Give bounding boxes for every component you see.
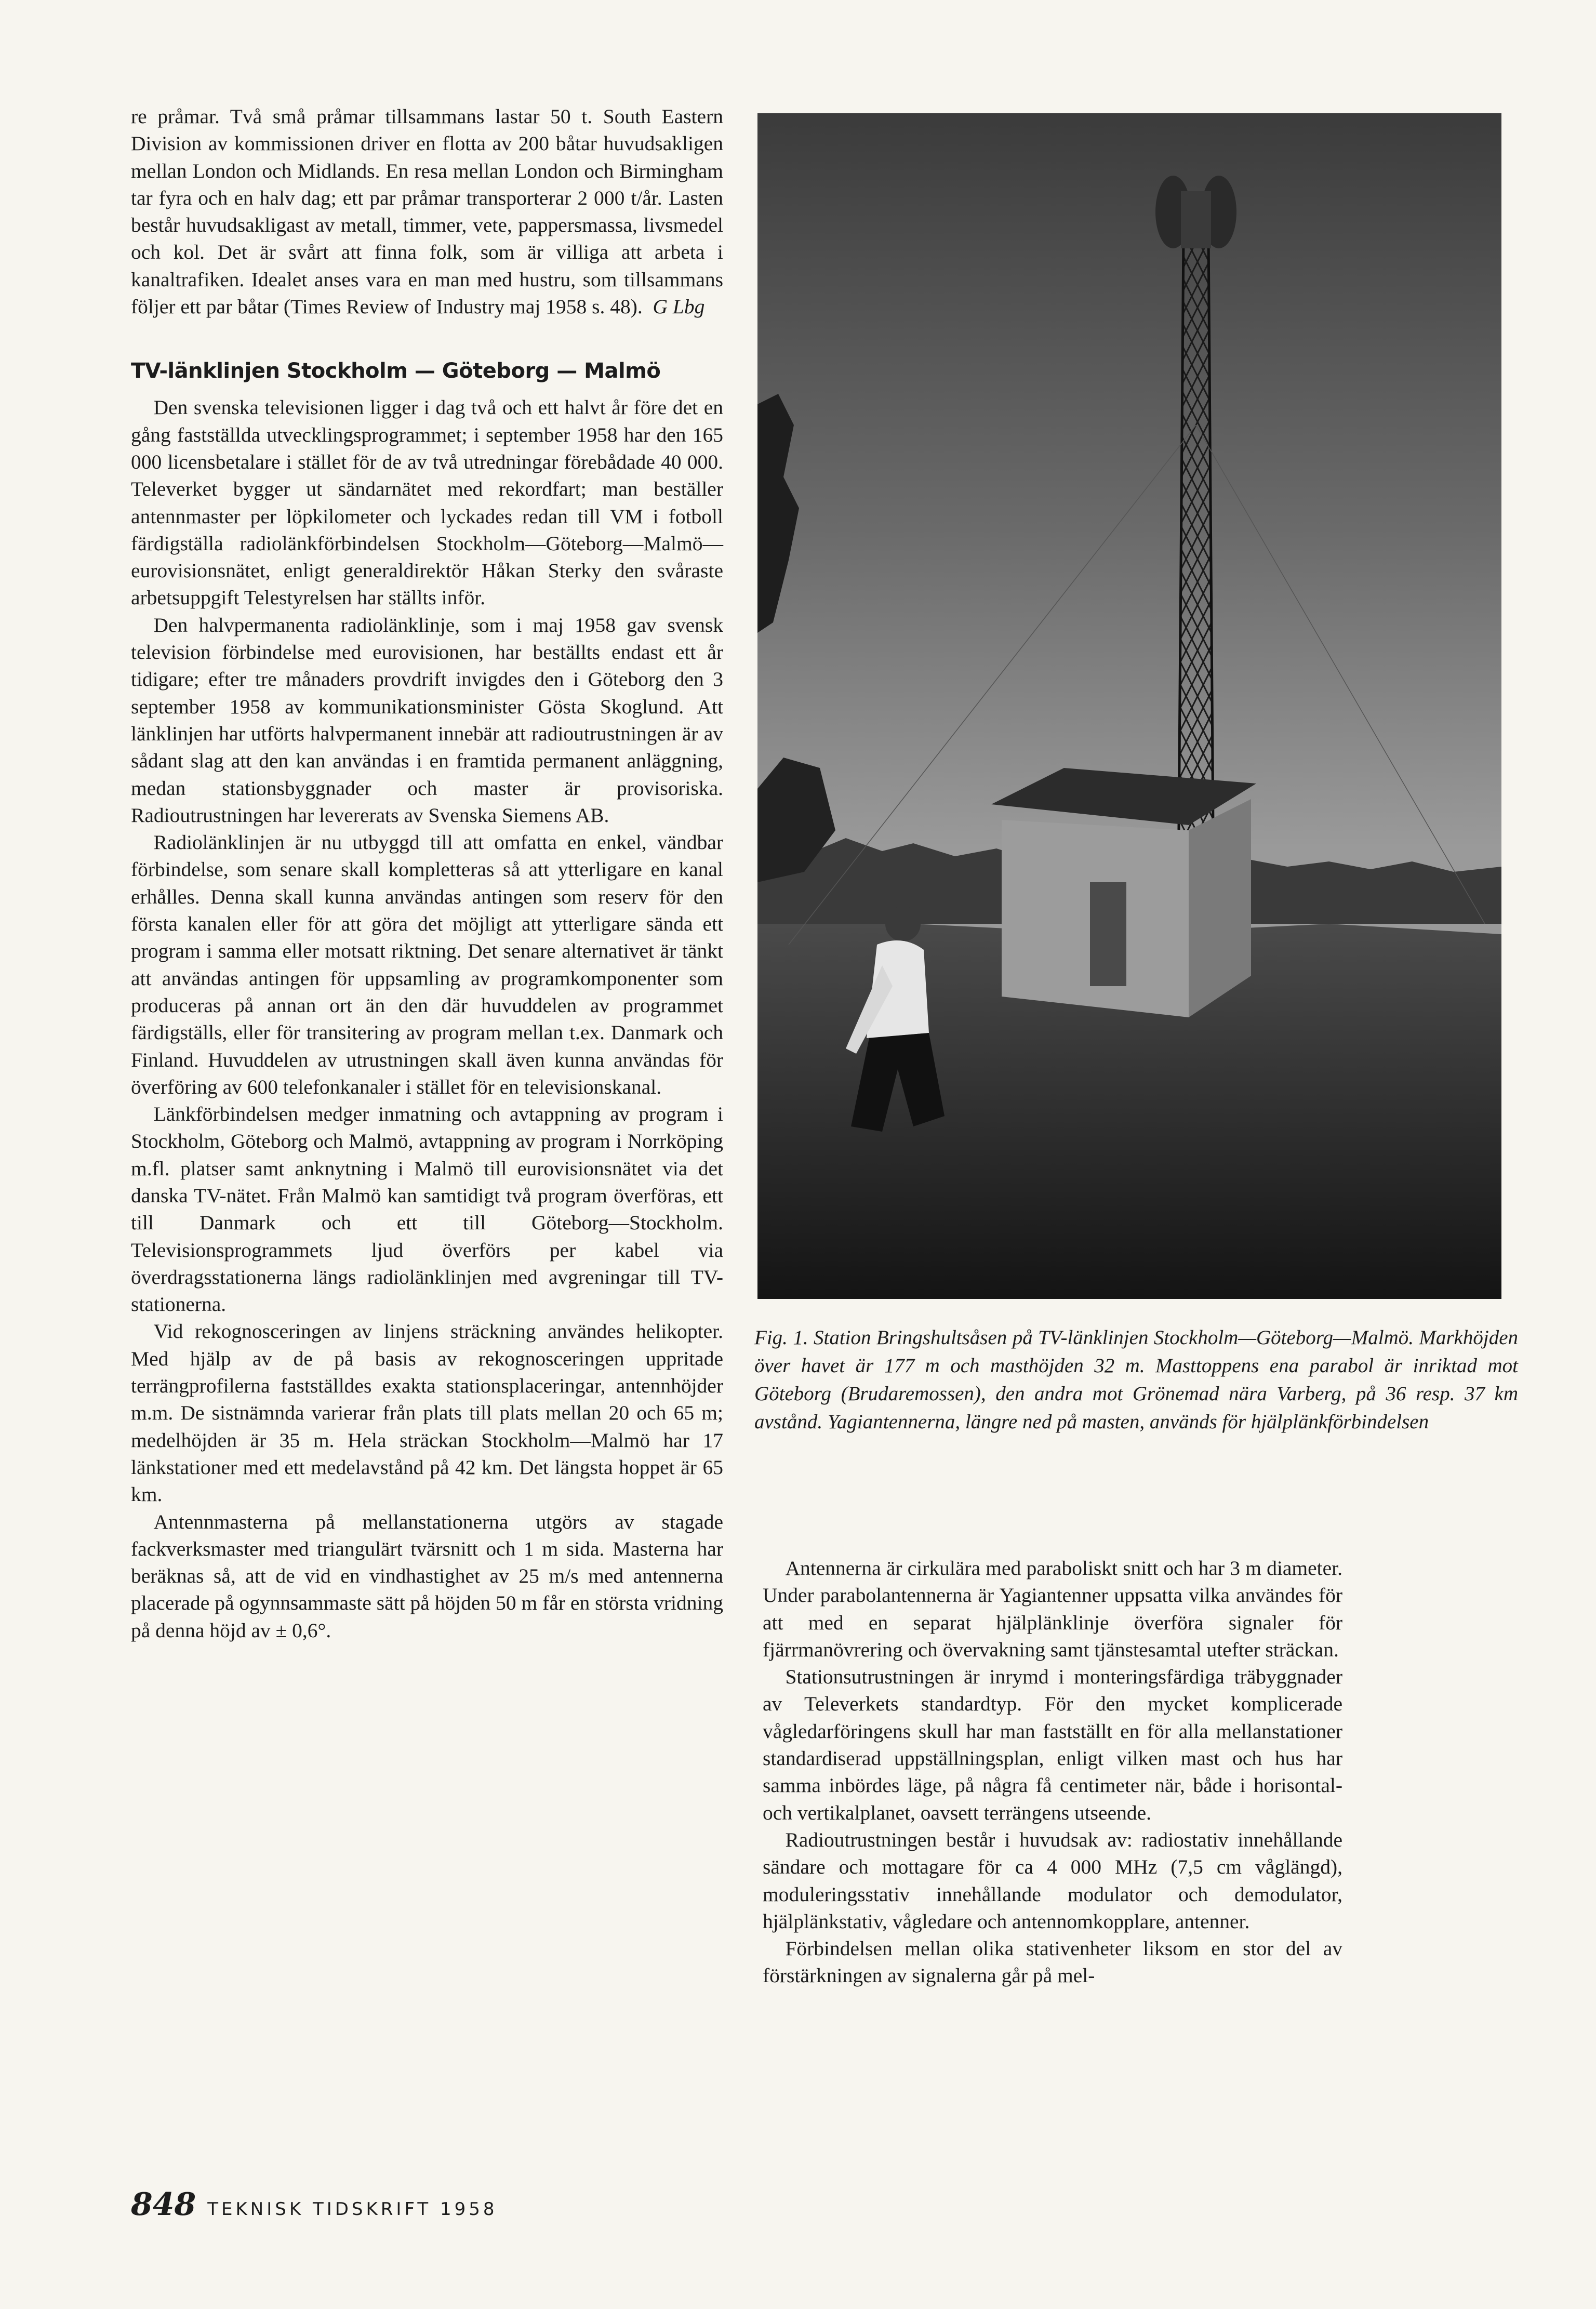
intro-text: re pråmar. Två små pråmar tillsammans lastar 50 t. South Eastern Division av kommissionen driver en flotta av 200 båtar huvudsakligen mellan London och Midlands. En resa mellan London och Birmingham tar fyra och en halv dag; ett par pråmar transporterar 2 000 t/år. Lasten består huvudsakligast av metall, timmer, vete, pappersmassa, livsmedel och kol. Det är svårt att finna folk, som är villiga att arbeta i kanaltrafiken. Idealet anses vara en man med hustru, som tillsammans följer ett par båtar (Times Review of Industry maj 1958 s. 48). bbox=[131, 105, 723, 319]
body-paragraph: Vid rekognosceringen av linjens sträckning användes helikopter. Med hjälp av de på basis av rekognosceringen uppritade terrängprofilerna fastställdes exakta stationsplaceringar, antennhöjder m.m. De sistnämnda varierar från plats till plats mellan 20 och 65 m; medelhöjden är 35 m. Hela sträckan Stockholm—Malmö har 17 länkstationer med ett medelavstånd på 42 km. Det längsta hoppet är 65 km. bbox=[131, 1320, 723, 1506]
body-paragraph: Antennmasterna på mellanstationerna utgörs av stagade fackverksmaster med triangulärt tvärsnitt och 1 m sida. Masterna har beräknas så, att de vid en vindhastighet av 25 m/s med antennerna placerade på ogynnsammaste sätt på höjden 50 m får en största vridning på denna höjd av ± 0,6°. bbox=[131, 1510, 723, 1642]
body-paragraph: Länkförbindelsen medger inmatning och avtappning av program i Stockholm, Göteborg och Malmö, avtappning av program i Norrköping m.fl. platser samt anknytning i Malmö till eurovisionsnätet via det danska TV-nätet. Från Malmö kan samtidigt två program överföras, ett till Danmark och ett till Göteborg—Stockholm. Televisionsprogrammets ljud överförs per kabel via överdragsstationerna längs radiolänklinjen med avgreningar till TV-stationerna. bbox=[131, 1103, 723, 1316]
figure-caption: Fig. 1. Station Bringshultsåsen på TV-länklinjen Stockholm—Göteborg—Malmö. Markhöjden över havet är 177 m och masthöjden 32 m. Masttoppens ena parabol är inriktad mot Göteborg (Brudaremossen), den andra mot Grönemad nära Varberg, på 36 resp. 37 km avstånd. Yagiantennerna, längre ned på masten, används för hjälplänkförbindelsen bbox=[754, 1326, 1518, 1433]
page-number: 848 bbox=[131, 2186, 196, 2223]
body-paragraph: Radioutrustningen består i huvudsak av: radiostativ innehållande sändare och mottagare för ca 4 000 MHz (7,5 cm våglängd), moduleringsstativ innehållande modulator och demodulator, hjälplänkstativ, vågledare och antennomkopplare, antenner. bbox=[763, 1828, 1342, 1933]
article-heading: TV-länklinjen Stockholm — Göteborg — Malmö bbox=[131, 359, 661, 383]
station-photo bbox=[757, 113, 1501, 1299]
body-paragraph: Den halvpermanenta radiolänklinje, som i maj 1958 gav svensk television förbindelse med eurovisionen, har beställts endast ett år tidigare; efter tre månaders provdrift invigdes den i Göteborg den 3 september 1958 av kommunikationsminister Gösta Skoglund. Att länklinjen har utförts halvpermanent innebär att radioutrustningen är av sådant slag att den kan användas i en framtida permanent anläggning, medan stationsbyggnader och master är provisoriska. Radioutrustningen har levererats av Svenska Siemens AB. bbox=[131, 613, 723, 827]
right-column bbox=[763, 1555, 1342, 1989]
page-footer bbox=[131, 2186, 498, 2223]
journal-name: TEKNISK TIDSKRIFT 1958 bbox=[207, 2199, 498, 2220]
equipment-hut bbox=[991, 768, 1256, 1017]
body-paragraph: Stationsutrustningen är inrymd i monteringsfärdiga träbyggnader av Televerkets standardtyp. För den mycket komplicerade vågledarföringens skull har man fastställt en för alla mellanstationer standardiserad uppställningsplan, enligt vilken mast och hus har samma inbördes läge, på några få centimeter när, både i horisontal- och vertikalplanet, oavsett terrängens utseende. bbox=[763, 1665, 1342, 1824]
intro-signature: G Lbg bbox=[653, 295, 705, 319]
left-column bbox=[131, 103, 723, 1644]
body-paragraph: Den svenska televisionen ligger i dag två och ett halvt år före det en gång fastställda utvecklingsprogrammet; i september 1958 har den 165 000 licensbetalare i stället för de av två utredningar förebådade 40 000. Televerket bygger ut sändarnätet med rekordfart; man beställer antennmaster per löpkilometer och lyckades redan till VM i fotboll färdigställa radiolänkförbindelsen Stockholm—Göteborg—Malmö—eurovisionsnätet, enligt generaldirektör Håkan Sterky den svåraste arbetsuppgift Telestyrelsen har ställts inför. bbox=[131, 396, 723, 609]
body-paragraph: Radiolänklinjen är nu utbyggd till att omfatta en enkel, vändbar förbindelse, som senare skall kompletteras så att ytterligare en kanal erhålles. Denna skall kunna användas antingen som reserv för den första kanalen eller för att göra det möjligt att ytterligare sända ett program i samma eller motsatt riktning. Det senare alternativet är tänkt att användas antingen för uppsamling av programkomponenter som produceras på annan ort än den där huvuddelen av programmet färdigställs, eller för transitering av program mellan t.ex. Danmark och Finland. Huvuddelen av utrustningen skall även kunna användas för överföring av 600 telefonkanaler i stället för en televisionskanal. bbox=[131, 831, 723, 1098]
intro-paragraph bbox=[131, 103, 723, 320]
body-paragraph: Förbindelsen mellan olika stativenheter liksom en stor del av förstärkningen av signalerna går på mel- bbox=[763, 1937, 1342, 1987]
body-paragraph: Antennerna är cirkulära med paraboliskt snitt och har 3 m diameter. Under parabolantennerna är Yagiantenner uppsatta vilka användes för att med en separat hjälplänklinje överföra signaler för fjärrmanövrering och övervakning samt tjänstesamtal utefter sträckan. bbox=[763, 1557, 1342, 1661]
